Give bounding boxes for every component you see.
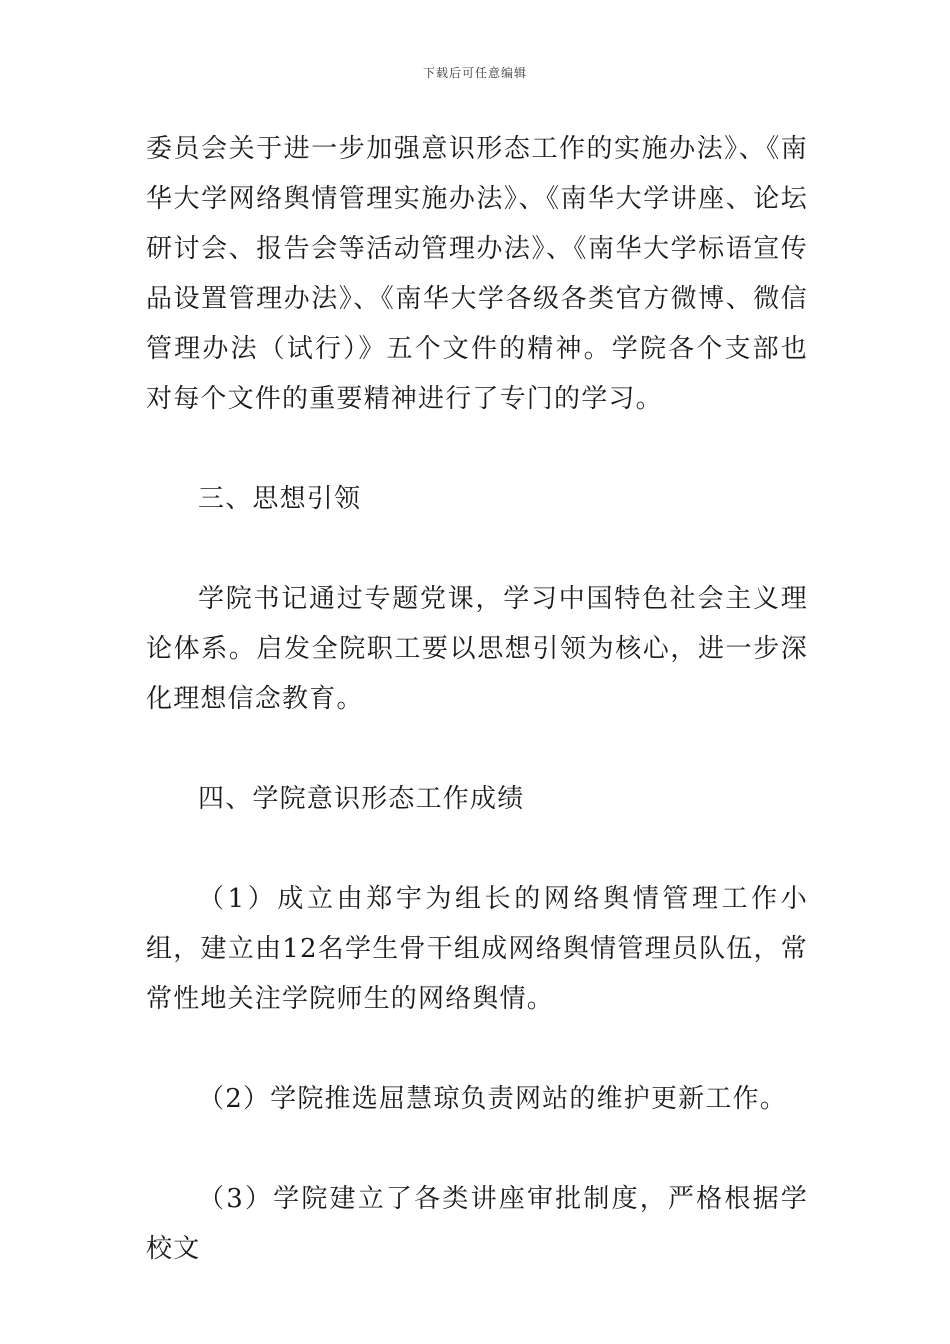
section-heading-four: 四、学院意识形态工作成绩 — [198, 784, 525, 814]
document-body — [146, 124, 808, 1274]
paragraph-item-2: （2）学院推选屈慧琼负责网站的维护更新工作。 — [198, 1084, 787, 1114]
section-heading-three: 三、思想引领 — [198, 484, 362, 514]
paragraph-continuation: 委员会关于进一步加强意识形态工作的实施办法》、《南华大学网络舆情管理实施办法》、《南华大学讲座、论坛研讨会、报告会等活动管理办法》、《南华大学标语宣传品设置管理办法》、《南华大学各级各类官方微博、微信管理办法（试行）》五个文件的精神。学院各个支部也对每个文件的重要精神进行了专门的学习。 — [146, 134, 808, 414]
page-header-note: 下载后可任意编辑 — [422, 66, 527, 80]
paragraph-item-3: （3）学院建立了各类讲座审批制度，严格根据学校文 — [146, 1184, 808, 1264]
paragraph-thought-leading: 学院书记通过专题党课，学习中国特色社会主义理论体系。启发全院职工要以思想引领为核心，进一步深化理想信念教育。 — [146, 584, 808, 714]
paragraph-item-1: （1）成立由郑宇为组长的网络舆情管理工作小组，建立由12名学生骨干组成网络舆情管理员队伍，常常性地关注学院师生的网络舆情。 — [146, 884, 808, 1014]
